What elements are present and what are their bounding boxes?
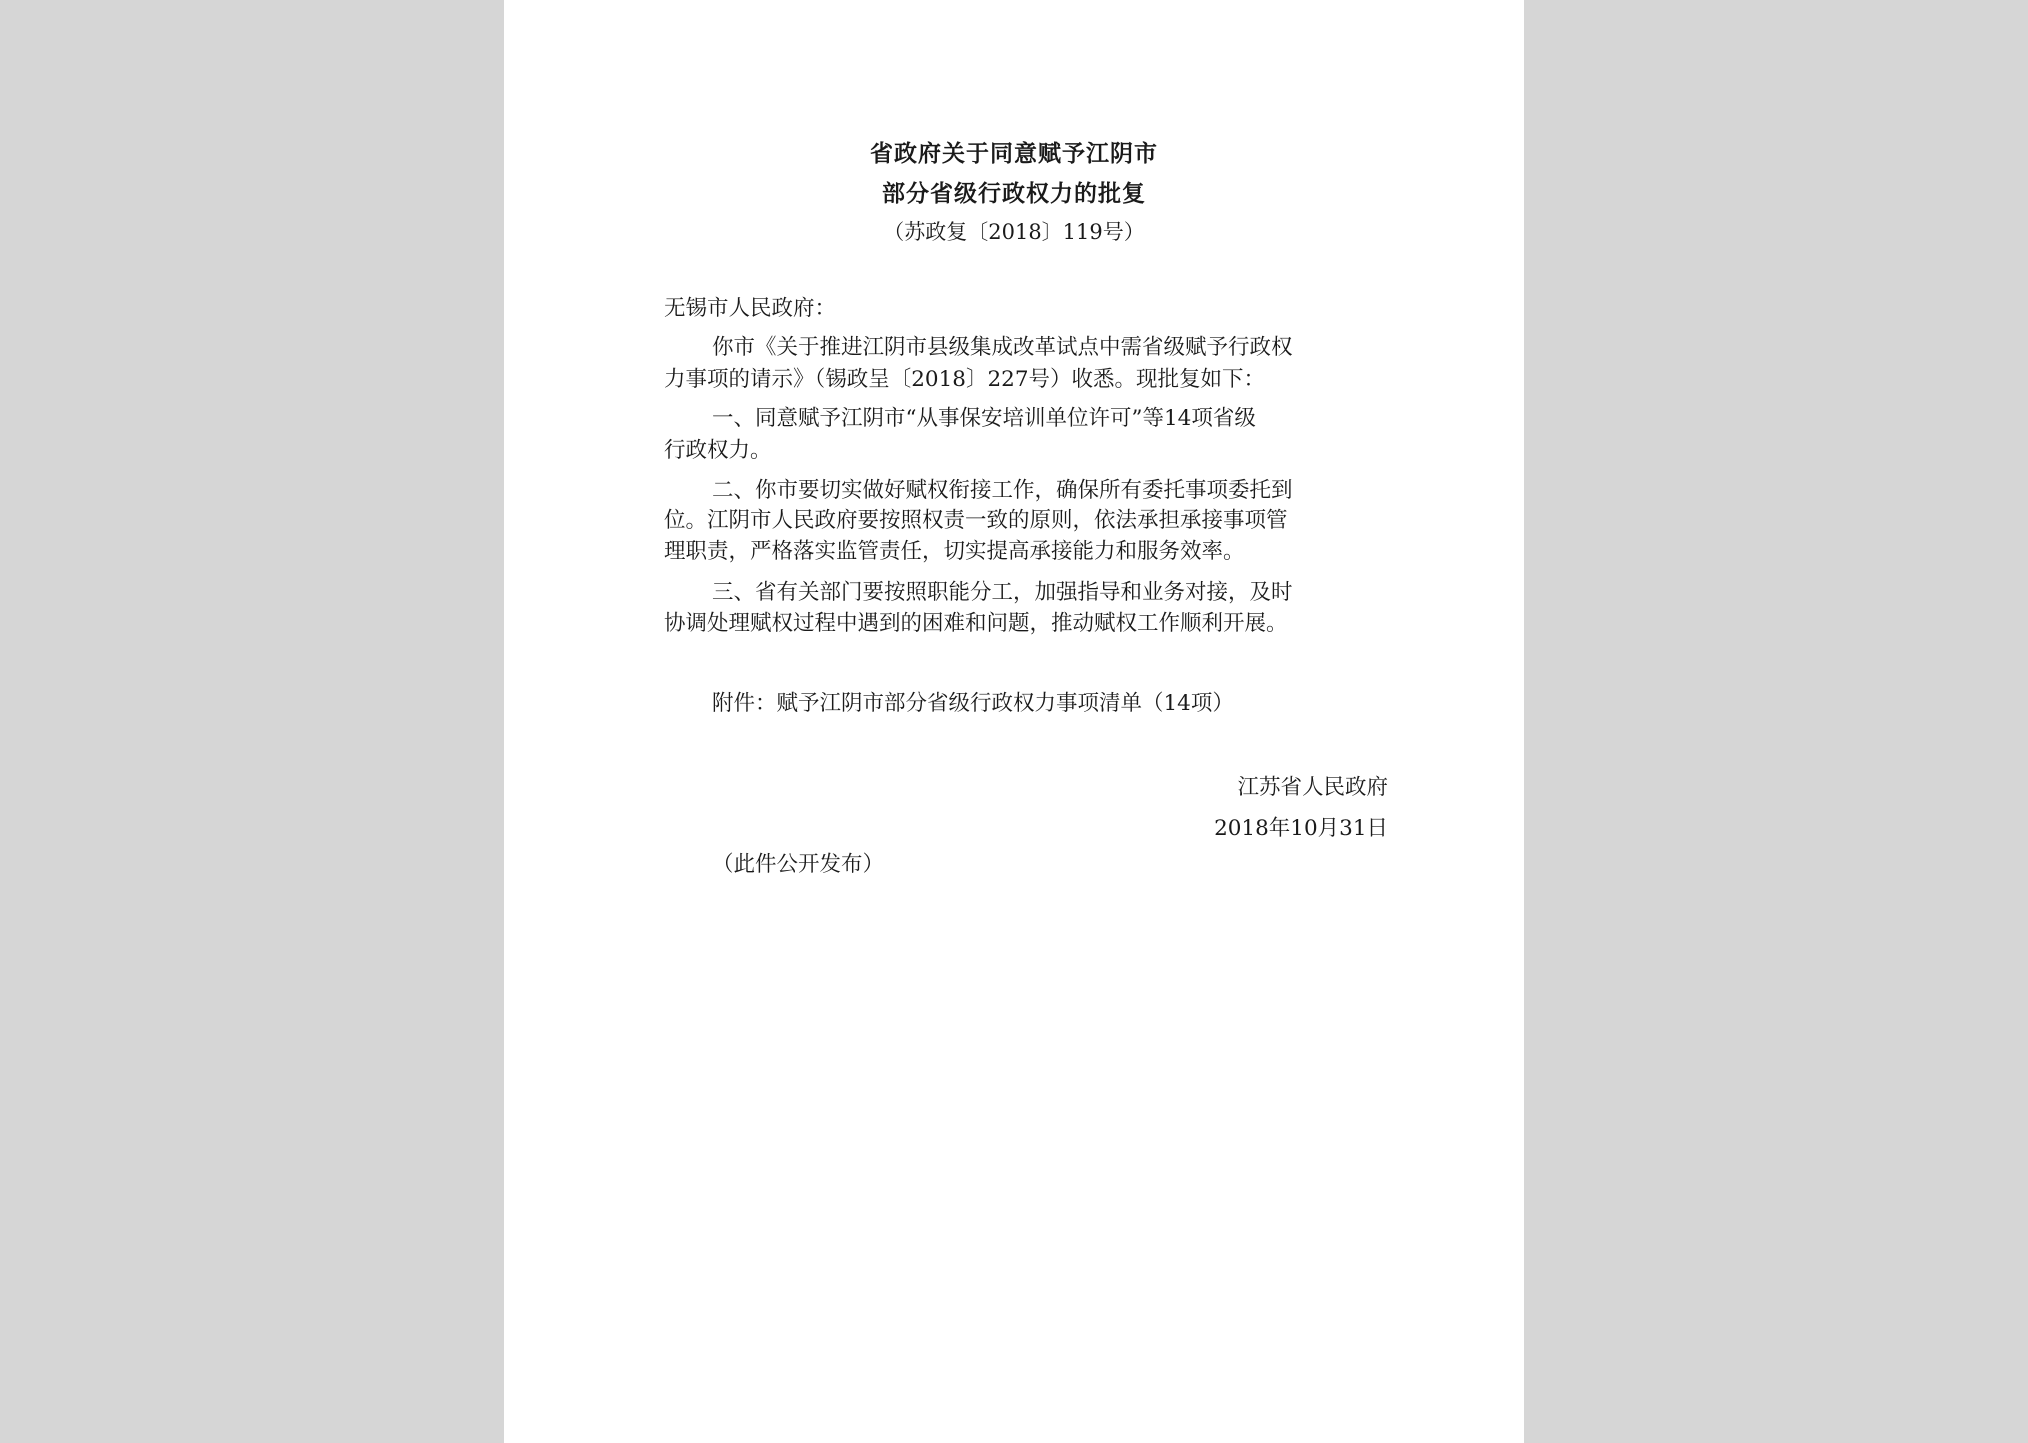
paragraph-3-line-2: 位。江阴市人民政府要按照权责一致的原则，依法承担承接事项管 — [664, 508, 1288, 533]
document-title-line-2: 部分省级行政权力的批复 — [882, 180, 1146, 207]
paragraph-1-line-1: 你市《关于推进江阴市县级集成改革试点中需省级赋予行政权 — [712, 335, 1293, 360]
paragraph-3-line-1: 二、你市要切实做好赋权衔接工作，确保所有委托事项委托到 — [712, 478, 1293, 503]
paragraph-4-line-1: 三、省有关部门要按照职能分工，加强指导和业务对接，及时 — [712, 580, 1293, 605]
attachment-note: 附件：赋予江阴市部分省级行政权力事项清单（14项） — [712, 691, 1234, 716]
paragraph-1-line-2: 力事项的请示》（锡政呈〔2018〕227号）收悉。现批复如下： — [664, 367, 1266, 392]
paragraph-4-line-2: 协调处理赋权过程中遇到的困难和问题，推动赋权工作顺利开展。 — [664, 611, 1288, 636]
issue-date: 2018年10月31日 — [1214, 816, 1388, 841]
document-title-line-1: 省政府关于同意赋予江阴市 — [870, 140, 1158, 167]
paragraph-2-line-2: 行政权力。 — [664, 438, 772, 463]
publication-note: （此件公开发布） — [712, 852, 885, 877]
document-page — [504, 0, 1524, 1443]
paragraph-3-line-3: 理职责，严格落实监管责任，切实提高承接能力和服务效率。 — [664, 539, 1245, 564]
paragraph-2-line-1: 一、同意赋予江阴市“从事保安培训单位许可”等14项省级 — [712, 406, 1256, 431]
salutation: 无锡市人民政府： — [664, 296, 837, 321]
document-number: （苏政复〔2018〕119号） — [883, 220, 1145, 244]
issuer-name: 江苏省人民政府 — [1237, 775, 1388, 800]
